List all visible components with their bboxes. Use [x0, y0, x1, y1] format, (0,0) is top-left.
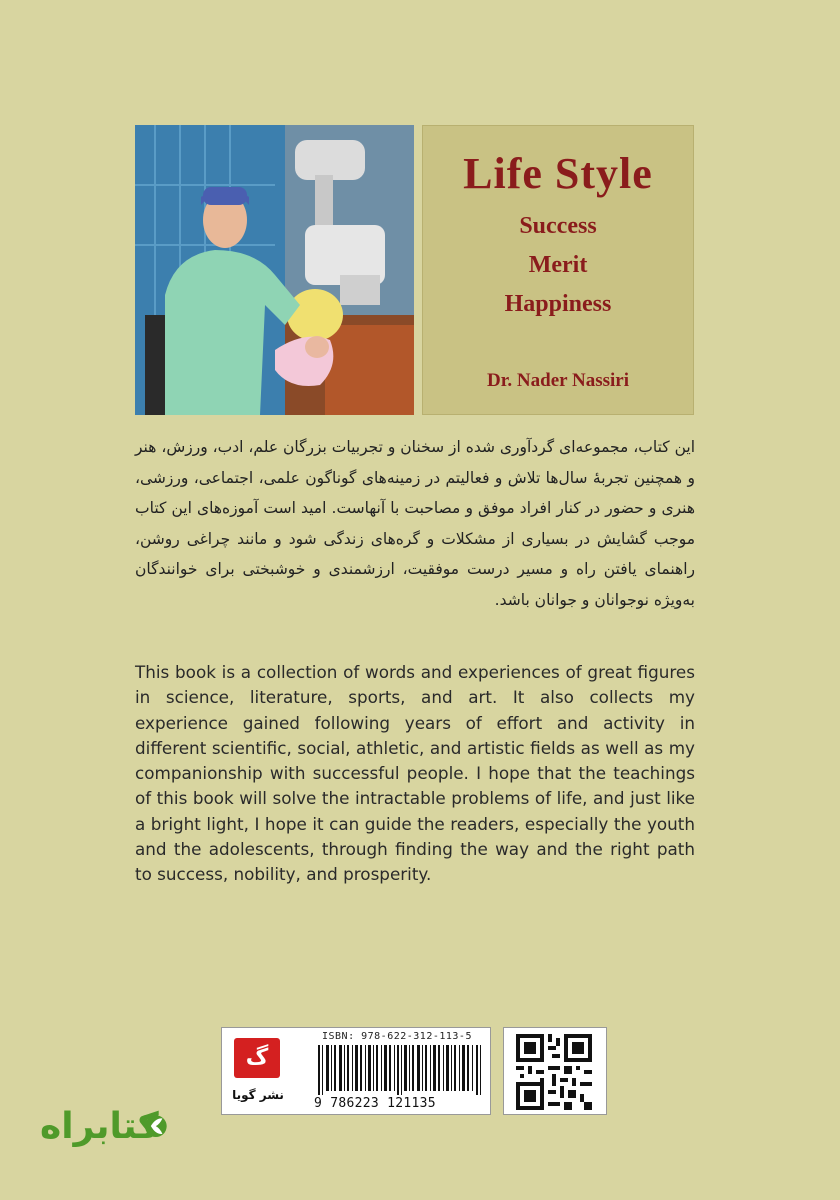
- publisher-logo: گ: [234, 1038, 280, 1078]
- barcode-box: [221, 1027, 491, 1115]
- subtitle-line: Success: [519, 213, 597, 239]
- description-persian: این کتاب، مجموعه‌ای گردآوری شده از سخنان و تجربیات بزرگان علم، ادب، ورزش، هنر و همچنین تجربهٔ سال‌ها تلاش و فعالیتم در زمینه‌های گوناگون علمی، اجتماعی، ورزشی، هنری و حضور در کنار افراد موفق و مصاحبت با آنهاست. امید است آموزه‌های این کتاب موجب گشایش در بسیاری از مشکلات و گره‌های زندگی شود و مانند چراغی روشن، راهنمای یافتن راه و مسیر درست موفقیت، ارزشمندی و خوشبختی برای خوانندگان به‌ویژه نوجوانان و جوانان باشد.: [135, 438, 695, 609]
- author-name: Dr. Nader Nassiri: [487, 370, 629, 391]
- isbn-label: ISBN: 978-622-312-113-5: [322, 1031, 472, 1042]
- barcode-digits: 9 786223 121135: [314, 1096, 436, 1111]
- subtitle-line: Happiness: [504, 291, 612, 317]
- barcode-icon: [318, 1045, 484, 1095]
- book-title: Life Style: [463, 149, 653, 198]
- title-panel: [422, 125, 694, 415]
- subtitle-line: Merit: [528, 252, 588, 278]
- qr-code-box: [503, 1027, 607, 1115]
- qr-code-icon: [516, 1034, 592, 1110]
- store-name: کتابراه: [40, 1106, 159, 1147]
- description-english: This book is a collection of words and experiences of great figures in science, literature, sports, and art. It also collects my experience gained following years of effort and activity in different scientific, social, athletic, and artistic fields as well as my companionship with successful people. I hope that the teachings of this book will solve the intractable problems of life, and just like a bright light, I hope it can guide the readers, especially the youth and the adolescents, through finding the way and the right path to success, nobility, and prosperity.: [135, 662, 695, 885]
- cover-photo: [135, 125, 414, 415]
- book-subtitle: [423, 207, 693, 324]
- publisher-name: نشر گویا: [232, 1088, 284, 1102]
